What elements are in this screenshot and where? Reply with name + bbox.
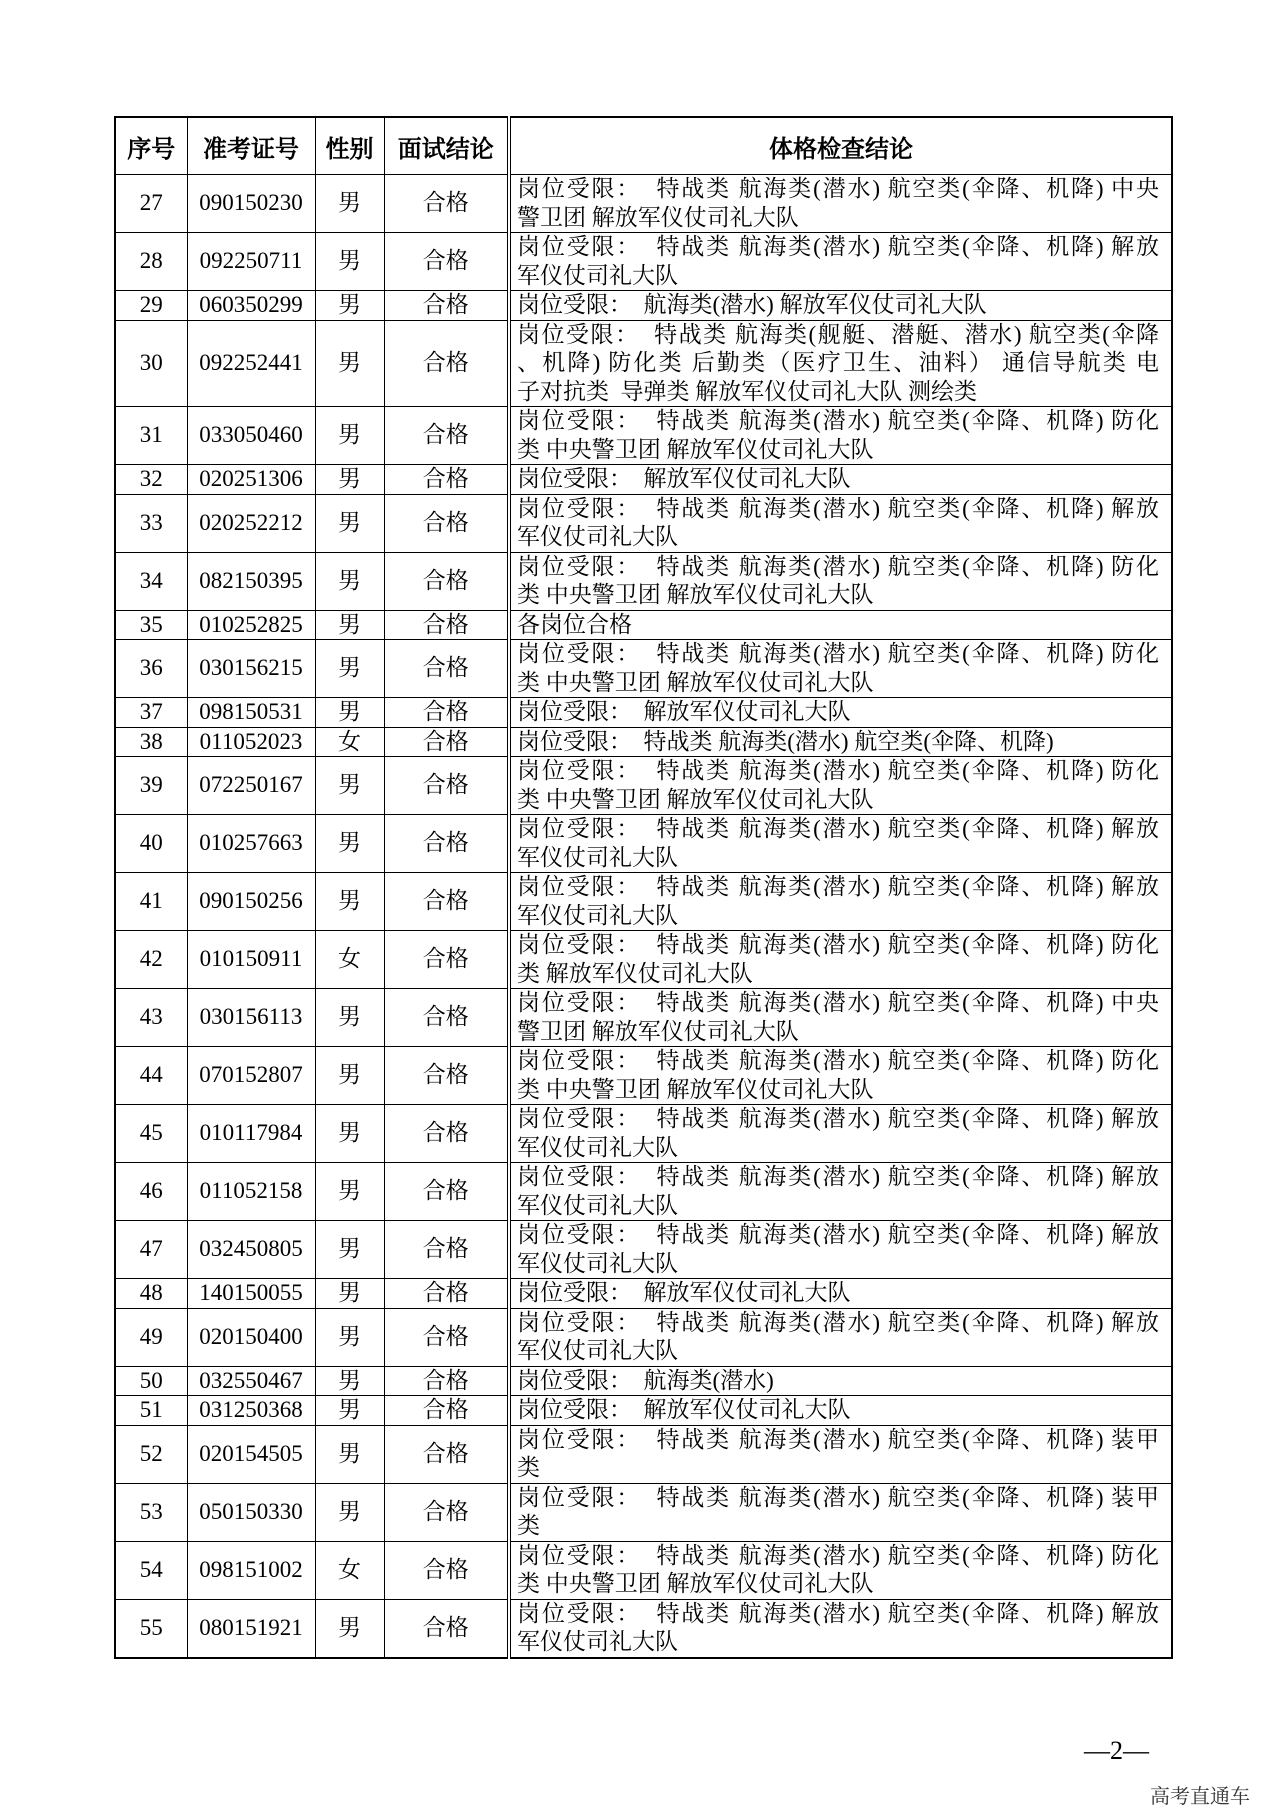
interview-result-cell: 合格	[384, 1366, 509, 1396]
gender-cell: 男	[315, 873, 384, 931]
seq-cell: 43	[115, 989, 187, 1047]
physical-exam-line: 岗位受限： 特战类 航海类(潜水) 航空类(伞降、机降) 解放	[517, 1222, 1159, 1247]
table-row	[115, 1105, 1172, 1163]
seq-cell: 54	[115, 1541, 187, 1599]
table-row	[115, 1308, 1172, 1366]
seq-cell: 53	[115, 1483, 187, 1541]
gender-cell: 男	[315, 1366, 384, 1396]
physical-exam-cell	[509, 698, 1172, 728]
physical-exam-cell	[509, 757, 1172, 815]
physical-exam-line: 岗位受限： 特战类 航海类(潜水) 航空类(伞降、机降) 装甲	[517, 1484, 1159, 1510]
table-row	[115, 1047, 1172, 1105]
ticket-number-cell: 020154505	[187, 1425, 315, 1483]
ticket-number-cell: 060350299	[187, 291, 315, 321]
interview-result-cell: 合格	[384, 1483, 509, 1541]
interview-result-cell: 合格	[384, 1221, 509, 1279]
gender-cell: 男	[315, 610, 384, 640]
table-row	[115, 1425, 1172, 1483]
interview-result-cell: 合格	[384, 233, 509, 291]
physical-exam-cell	[509, 640, 1172, 698]
physical-exam-line: 军仪仗司礼大队	[517, 1629, 678, 1654]
seq-cell: 44	[115, 1047, 187, 1105]
table-row	[115, 552, 1172, 610]
interview-result-cell: 合格	[384, 727, 509, 757]
physical-exam-cell	[509, 931, 1172, 989]
physical-exam-cell	[509, 727, 1172, 757]
table-row	[115, 1366, 1172, 1396]
ticket-number-cell: 082150395	[187, 552, 315, 610]
physical-exam-line: 类 中央警卫团 解放军仪仗司礼大队	[517, 786, 874, 812]
seq-cell: 27	[115, 175, 187, 233]
interview-result-cell: 合格	[384, 494, 509, 552]
seq-cell: 34	[115, 552, 187, 610]
physical-exam-line: 岗位受限： 特战类 航海类(潜水) 航空类(伞降、机降) 装甲	[517, 1426, 1159, 1452]
table-row	[115, 640, 1172, 698]
interview-result-cell: 合格	[384, 465, 509, 495]
seq-cell: 49	[115, 1308, 187, 1366]
gender-cell: 男	[315, 1308, 384, 1366]
ticket-number-cell: 140150055	[187, 1279, 315, 1309]
table-row	[115, 175, 1172, 233]
physical-exam-line: 类 中央警卫团 解放军仪仗司礼大队	[517, 1571, 874, 1596]
physical-exam-cell	[509, 407, 1172, 465]
gender-cell: 男	[315, 1105, 384, 1163]
seq-cell: 55	[115, 1599, 187, 1658]
table-row	[115, 931, 1172, 989]
physical-exam-line: 岗位受限： 航海类(潜水)	[517, 1367, 774, 1393]
gender-cell: 男	[315, 757, 384, 815]
interview-result-cell: 合格	[384, 552, 509, 610]
header-interview-result: 面试结论	[384, 117, 509, 175]
ticket-number-cell: 090150230	[187, 175, 315, 233]
seq-cell: 52	[115, 1425, 187, 1483]
table-row	[115, 494, 1172, 552]
seq-cell: 28	[115, 233, 187, 291]
seq-cell: 48	[115, 1279, 187, 1309]
physical-exam-line: 岗位受限： 特战类 航海类(潜水) 航空类(伞降、机降) 防化	[517, 1048, 1159, 1073]
table-row	[115, 989, 1172, 1047]
seq-cell: 42	[115, 931, 187, 989]
physical-exam-cell	[509, 233, 1172, 291]
seq-cell: 35	[115, 610, 187, 640]
header-physical-exam: 体格检查结论	[509, 117, 1172, 175]
gender-cell: 男	[315, 320, 384, 407]
physical-exam-cell	[509, 1396, 1172, 1426]
seq-cell: 47	[115, 1221, 187, 1279]
ticket-number-cell: 092252441	[187, 320, 315, 407]
table-row	[115, 1163, 1172, 1221]
physical-exam-cell	[509, 494, 1172, 552]
table-row	[115, 291, 1172, 321]
physical-exam-line: 、机降) 防化类 后勤类（医疗卫生、油料） 通信导航类 电	[517, 350, 1159, 375]
interview-result-cell: 合格	[384, 291, 509, 321]
physical-exam-line: 类 中央警卫团 解放军仪仗司礼大队	[517, 436, 874, 462]
physical-exam-cell	[509, 873, 1172, 931]
gender-cell: 男	[315, 465, 384, 495]
physical-exam-line: 岗位受限： 特战类 航海类(潜水) 航空类(伞降、机降) 中央	[517, 176, 1159, 201]
interview-result-cell: 合格	[384, 931, 509, 989]
ticket-number-cell: 033050460	[187, 407, 315, 465]
physical-exam-line: 岗位受限： 特战类 航海类(潜水) 航空类(伞降、机降) 防化	[517, 1542, 1159, 1568]
physical-exam-line: 岗位受限： 航海类(潜水) 解放军仪仗司礼大队	[517, 292, 987, 317]
physical-exam-line: 军仪仗司礼大队	[517, 902, 678, 928]
results-table-body	[115, 175, 1172, 1658]
physical-exam-cell	[509, 465, 1172, 495]
interview-result-cell: 合格	[384, 873, 509, 931]
table-row	[115, 1541, 1172, 1599]
physical-exam-line: 岗位受限： 特战类 航海类(潜水) 航空类(伞降、机降) 解放	[517, 495, 1159, 521]
physical-exam-cell	[509, 1308, 1172, 1366]
ticket-number-cell: 010257663	[187, 815, 315, 873]
physical-exam-line: 类 中央警卫团 解放军仪仗司礼大队	[517, 1076, 874, 1102]
interview-result-cell: 合格	[384, 1163, 509, 1221]
gender-cell: 男	[315, 1396, 384, 1426]
table-row	[115, 1279, 1172, 1309]
physical-exam-line: 岗位受限： 特战类 航海类(潜水) 航空类(伞降、机降) 解放	[517, 1309, 1159, 1335]
physical-exam-line: 警卫团 解放军仪仗司礼大队	[517, 1018, 799, 1044]
gender-cell: 男	[315, 1221, 384, 1279]
ticket-number-cell: 092250711	[187, 233, 315, 291]
physical-exam-cell	[509, 552, 1172, 610]
physical-exam-line: 警卫团 解放军仪仗司礼大队	[517, 204, 799, 230]
interview-result-cell: 合格	[384, 1396, 509, 1426]
ticket-number-cell: 020150400	[187, 1308, 315, 1366]
watermark: 高考直通车	[1150, 1784, 1250, 1808]
physical-exam-cell	[509, 989, 1172, 1047]
ticket-number-cell: 020251306	[187, 465, 315, 495]
physical-exam-line: 岗位受限： 特战类 航海类(潜水) 航空类(伞降、机降)	[517, 728, 1054, 754]
physical-exam-line: 军仪仗司礼大队	[517, 1134, 678, 1160]
gender-cell: 男	[315, 175, 384, 233]
ticket-number-cell: 030156113	[187, 989, 315, 1047]
ticket-number-cell: 031250368	[187, 1396, 315, 1426]
ticket-number-cell: 010117984	[187, 1105, 315, 1163]
ticket-number-cell: 032550467	[187, 1366, 315, 1396]
interview-result-cell: 合格	[384, 640, 509, 698]
physical-exam-cell	[509, 1105, 1172, 1163]
physical-exam-line: 岗位受限： 特战类 航海类(潜水) 航空类(伞降、机降) 解放	[517, 234, 1159, 259]
interview-result-cell: 合格	[384, 610, 509, 640]
interview-result-cell: 合格	[384, 320, 509, 407]
gender-cell: 男	[315, 291, 384, 321]
physical-exam-line: 军仪仗司礼大队	[517, 1192, 678, 1218]
gender-cell: 男	[315, 1425, 384, 1483]
physical-exam-line: 岗位受限： 特战类 航海类(舰艇、潜艇、潜水) 航空类(伞降	[517, 321, 1159, 347]
physical-exam-cell	[509, 1047, 1172, 1105]
seq-cell: 31	[115, 407, 187, 465]
interview-result-cell: 合格	[384, 815, 509, 873]
gender-cell: 男	[315, 1047, 384, 1105]
physical-exam-line: 类 中央警卫团 解放军仪仗司礼大队	[517, 582, 874, 607]
physical-exam-line: 岗位受限： 特战类 航海类(潜水) 航空类(伞降、机降) 防化	[517, 641, 1159, 666]
physical-exam-line: 类	[517, 1455, 540, 1480]
seq-cell: 50	[115, 1366, 187, 1396]
interview-result-cell: 合格	[384, 407, 509, 465]
results-table	[114, 116, 1173, 1659]
gender-cell: 女	[315, 931, 384, 989]
physical-exam-cell	[509, 1599, 1172, 1658]
gender-cell: 男	[315, 1483, 384, 1541]
gender-cell: 男	[315, 494, 384, 552]
table-row	[115, 873, 1172, 931]
physical-exam-cell	[509, 610, 1172, 640]
table-row	[115, 1221, 1172, 1279]
interview-result-cell: 合格	[384, 1308, 509, 1366]
table-row	[115, 1396, 1172, 1426]
interview-result-cell: 合格	[384, 1279, 509, 1309]
seq-cell: 32	[115, 465, 187, 495]
ticket-number-cell: 032450805	[187, 1221, 315, 1279]
ticket-number-cell: 030156215	[187, 640, 315, 698]
table-header	[115, 117, 1172, 175]
ticket-number-cell: 011052158	[187, 1163, 315, 1221]
physical-exam-line: 军仪仗司礼大队	[517, 524, 678, 549]
interview-result-cell: 合格	[384, 757, 509, 815]
physical-exam-line: 岗位受限： 特战类 航海类(潜水) 航空类(伞降、机降) 防化	[517, 932, 1159, 957]
ticket-number-cell: 050150330	[187, 1483, 315, 1541]
physical-exam-cell	[509, 320, 1172, 407]
interview-result-cell: 合格	[384, 698, 509, 728]
physical-exam-line: 岗位受限： 特战类 航海类(潜水) 航空类(伞降、机降) 防化	[517, 758, 1159, 783]
gender-cell: 女	[315, 1541, 384, 1599]
physical-exam-line: 岗位受限： 解放军仪仗司礼大队	[517, 1280, 851, 1305]
interview-result-cell: 合格	[384, 1425, 509, 1483]
ticket-number-cell: 010252825	[187, 610, 315, 640]
gender-cell: 男	[315, 1599, 384, 1658]
physical-exam-line: 岗位受限： 解放军仪仗司礼大队	[517, 1397, 851, 1422]
gender-cell: 男	[315, 815, 384, 873]
seq-cell: 46	[115, 1163, 187, 1221]
seq-cell: 51	[115, 1396, 187, 1426]
gender-cell: 男	[315, 552, 384, 610]
page-number: —2—	[1084, 1736, 1149, 1765]
gender-cell: 男	[315, 989, 384, 1047]
header-row	[115, 117, 1172, 175]
seq-cell: 36	[115, 640, 187, 698]
seq-cell: 30	[115, 320, 187, 407]
physical-exam-cell	[509, 1221, 1172, 1279]
physical-exam-line: 岗位受限： 特战类 航海类(潜水) 航空类(伞降、机降) 解放	[517, 1600, 1159, 1626]
seq-cell: 39	[115, 757, 187, 815]
seq-cell: 41	[115, 873, 187, 931]
physical-exam-cell	[509, 1425, 1172, 1483]
table-row	[115, 465, 1172, 495]
physical-exam-line: 类 解放军仪仗司礼大队	[517, 960, 753, 986]
gender-cell: 男	[315, 233, 384, 291]
header-gender: 性别	[315, 117, 384, 175]
table-row	[115, 727, 1172, 757]
physical-exam-line: 岗位受限： 特战类 航海类(潜水) 航空类(伞降、机降) 防化	[517, 553, 1159, 579]
table-row	[115, 233, 1172, 291]
ticket-number-cell: 011052023	[187, 727, 315, 757]
physical-exam-cell	[509, 1279, 1172, 1309]
physical-exam-line: 军仪仗司礼大队	[517, 262, 678, 288]
physical-exam-cell	[509, 1541, 1172, 1599]
physical-exam-line: 军仪仗司礼大队	[517, 844, 678, 870]
physical-exam-cell	[509, 1483, 1172, 1541]
seq-cell: 45	[115, 1105, 187, 1163]
seq-cell: 38	[115, 727, 187, 757]
table-row	[115, 815, 1172, 873]
physical-exam-line: 岗位受限： 特战类 航海类(潜水) 航空类(伞降、机降) 解放	[517, 1106, 1159, 1131]
ticket-number-cell: 098151002	[187, 1541, 315, 1599]
interview-result-cell: 合格	[384, 1599, 509, 1658]
gender-cell: 男	[315, 698, 384, 728]
physical-exam-line: 岗位受限： 特战类 航海类(潜水) 航空类(伞降、机降) 防化	[517, 408, 1159, 433]
seq-cell: 33	[115, 494, 187, 552]
interview-result-cell: 合格	[384, 1105, 509, 1163]
physical-exam-line: 各岗位合格	[517, 611, 632, 637]
seq-cell: 40	[115, 815, 187, 873]
table-row	[115, 407, 1172, 465]
physical-exam-line: 岗位受限： 特战类 航海类(潜水) 航空类(伞降、机降) 解放	[517, 874, 1159, 899]
gender-cell: 男	[315, 407, 384, 465]
gender-cell: 女	[315, 727, 384, 757]
ticket-number-cell: 090150256	[187, 873, 315, 931]
ticket-number-cell: 072250167	[187, 757, 315, 815]
seq-cell: 37	[115, 698, 187, 728]
physical-exam-line: 岗位受限： 特战类 航海类(潜水) 航空类(伞降、机降) 解放	[517, 816, 1159, 841]
physical-exam-line: 类	[517, 1513, 540, 1538]
physical-exam-line: 类 中央警卫团 解放军仪仗司礼大队	[517, 669, 874, 695]
ticket-number-cell: 080151921	[187, 1599, 315, 1658]
physical-exam-line: 子对抗类 导弹类 解放军仪仗司礼大队 测绘类	[517, 378, 977, 404]
ticket-number-cell: 010150911	[187, 931, 315, 989]
physical-exam-line: 岗位受限： 特战类 航海类(潜水) 航空类(伞降、机降) 解放	[517, 1164, 1159, 1189]
interview-result-cell: 合格	[384, 1541, 509, 1599]
ticket-number-cell: 070152807	[187, 1047, 315, 1105]
physical-exam-cell	[509, 1163, 1172, 1221]
seq-cell: 29	[115, 291, 187, 321]
header-seq: 序号	[115, 117, 187, 175]
gender-cell: 男	[315, 1279, 384, 1309]
table-row	[115, 1599, 1172, 1658]
interview-result-cell: 合格	[384, 1047, 509, 1105]
table-row	[115, 1483, 1172, 1541]
ticket-number-cell: 098150531	[187, 698, 315, 728]
physical-exam-cell	[509, 815, 1172, 873]
physical-exam-line: 岗位受限： 特战类 航海类(潜水) 航空类(伞降、机降) 中央	[517, 990, 1159, 1015]
interview-result-cell: 合格	[384, 175, 509, 233]
physical-exam-line: 军仪仗司礼大队	[517, 1250, 678, 1276]
physical-exam-cell	[509, 291, 1172, 321]
physical-exam-cell	[509, 175, 1172, 233]
table-row	[115, 698, 1172, 728]
interview-result-cell: 合格	[384, 989, 509, 1047]
gender-cell: 男	[315, 1163, 384, 1221]
ticket-number-cell: 020252212	[187, 494, 315, 552]
table-row	[115, 757, 1172, 815]
physical-exam-cell	[509, 1366, 1172, 1396]
physical-exam-line: 军仪仗司礼大队	[517, 1338, 678, 1363]
table-row	[115, 610, 1172, 640]
gender-cell: 男	[315, 640, 384, 698]
physical-exam-line: 岗位受限： 解放军仪仗司礼大队	[517, 466, 851, 491]
header-ticket-number: 准考证号	[187, 117, 315, 175]
physical-exam-line: 岗位受限： 解放军仪仗司礼大队	[517, 699, 851, 724]
table-row	[115, 320, 1172, 407]
